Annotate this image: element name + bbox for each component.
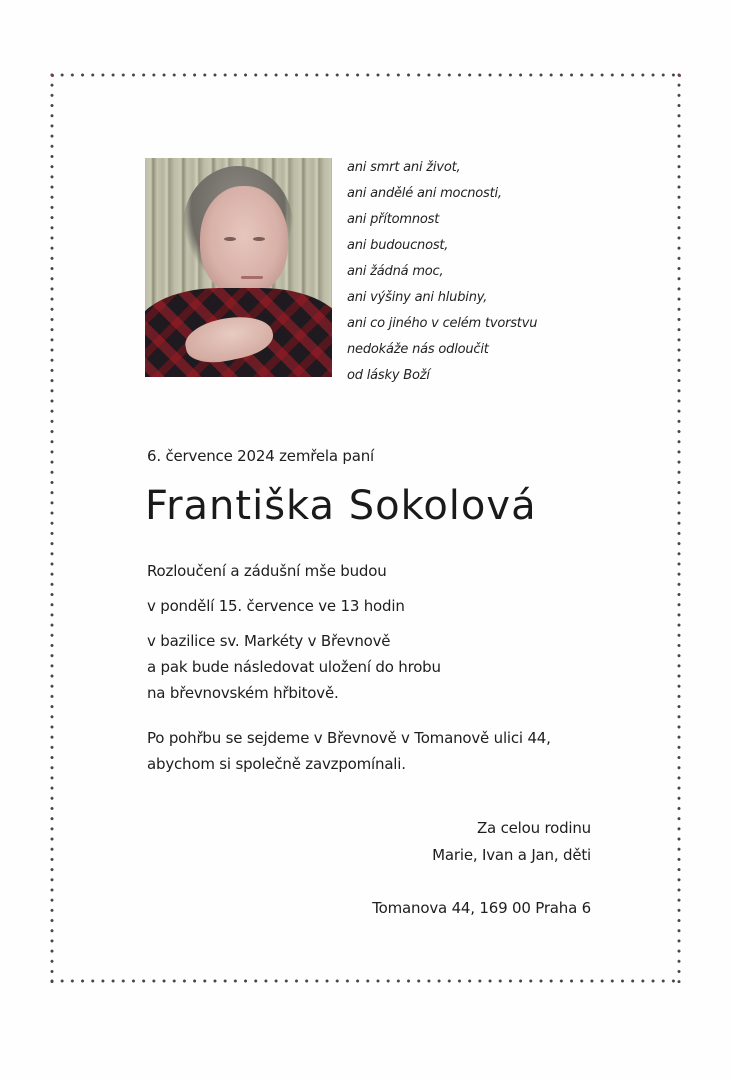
poem-line: ani smrt ani život, — [347, 160, 461, 175]
photo-face — [200, 186, 288, 296]
gathering-note — [147, 725, 551, 777]
signature-line: Marie, Ivan a Jan, děti — [432, 846, 591, 864]
death-date-intro: 6. července 2024 zemřela paní — [147, 447, 375, 465]
border-right-dotted — [677, 73, 681, 983]
location-line: v bazilice sv. Markéty v Břevnově — [147, 632, 391, 650]
obituary-card — [52, 75, 680, 982]
corner-dot-top-left — [51, 74, 54, 77]
corner-dot-top-right — [678, 74, 681, 77]
location-line: na břevnovském hřbitově. — [147, 684, 339, 702]
signature-line: Za celou rodinu — [476, 819, 591, 837]
farewell-line: Rozloučení a zádušní mše budou — [147, 562, 387, 580]
border-left-dotted — [50, 73, 54, 983]
photo-eye-left — [224, 237, 236, 241]
poem-line: ani výšiny ani hlubiny, — [347, 290, 488, 305]
poem-line: nedokáže nás odloučit — [347, 342, 489, 357]
poem-line: ani přítomnost — [347, 212, 440, 227]
photo-eye-right — [253, 237, 265, 241]
gathering-line: Po pohřbu se sejdeme v Břevnově v Tomanově ulici 44, — [147, 729, 551, 747]
portrait-photo — [145, 158, 332, 377]
poem-line: ani co jiného v celém tvorstvu — [347, 316, 538, 331]
poem-line: ani andělé ani mocnosti, — [347, 186, 502, 201]
ceremony-location — [147, 628, 441, 706]
poem-line: ani žádná moc, — [347, 264, 444, 279]
deceased-name: Františka Sokolová — [145, 483, 537, 529]
location-line: a pak bude následovat uložení do hrobu — [147, 658, 441, 676]
family-signature — [432, 815, 591, 869]
border-top-dotted — [50, 73, 682, 77]
farewell-text — [147, 558, 387, 584]
ceremony-date — [147, 593, 405, 619]
poem-line: ani budoucnost, — [347, 238, 449, 253]
border-bottom-dotted — [50, 979, 682, 983]
poem-verse — [347, 155, 537, 389]
ceremony-date-line: v pondělí 15. července ve 13 hodin — [147, 597, 405, 615]
poem-line: od lásky Boží — [347, 368, 430, 383]
gathering-line: abychom si společně zavzpomínali. — [147, 755, 406, 773]
photo-mouth — [241, 276, 263, 279]
family-address: Tomanova 44, 169 00 Praha 6 — [372, 899, 591, 917]
